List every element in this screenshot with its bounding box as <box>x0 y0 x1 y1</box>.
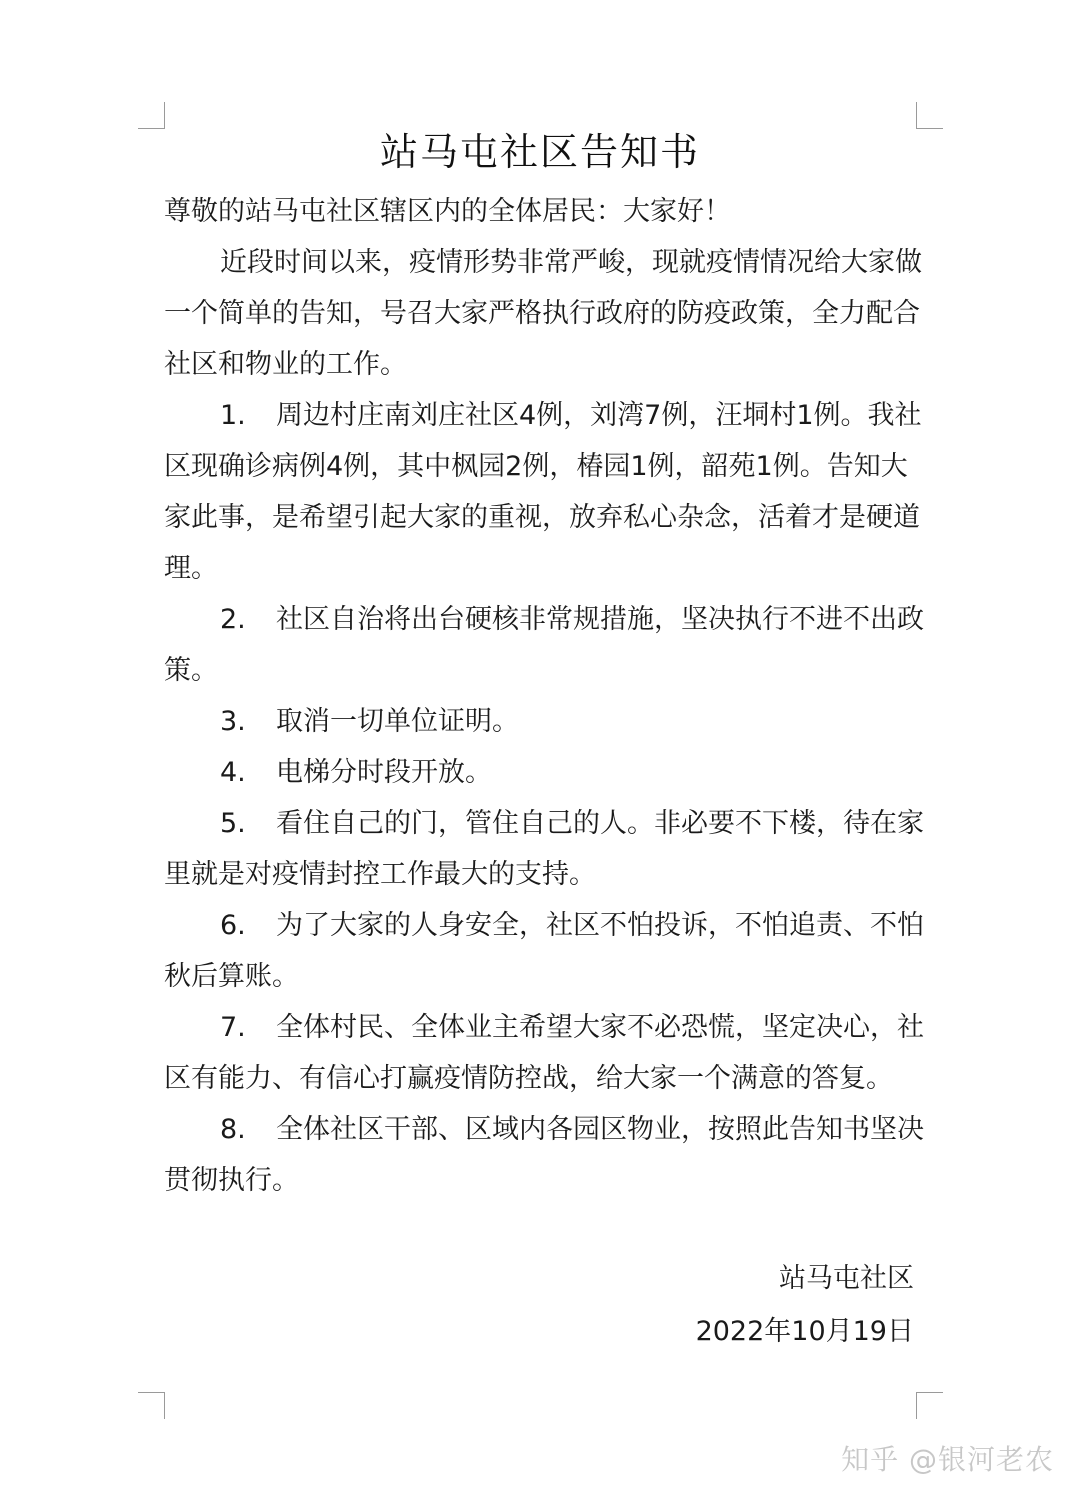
item-text: 电梯分时段开放。 <box>276 757 492 788</box>
item-number: 8. <box>220 1114 246 1145</box>
corner-mark-top-left <box>138 102 165 129</box>
item-number: 7. <box>220 1012 246 1043</box>
corner-mark-bottom-left <box>138 1392 165 1419</box>
document-body <box>164 186 924 1206</box>
list-item-8 <box>164 1104 924 1206</box>
item-text: 全体村民、全体业主希望大家不必恐慌，坚定决心，社区有能力、有信心打赢疫情防控战，给大家一个满意的答复。 <box>164 1012 924 1094</box>
corner-mark-top-right <box>916 102 943 129</box>
item-text: 看住自己的门，管住自己的人。非必要不下楼，待在家里就是对疫情封控工作最大的支持。 <box>164 808 924 890</box>
intro-paragraph: 近段时间以来，疫情形势非常严峻，现就疫情情况给大家做一个简单的告知，号召大家严格执行政府的防疫政策，全力配合社区和物业的工作。 <box>164 247 922 380</box>
item-text: 取消一切单位证明。 <box>276 706 519 737</box>
zhihu-watermark: 知乎 @银河老农 <box>841 1443 1054 1476</box>
list-item-3 <box>164 696 924 747</box>
list-item-1 <box>164 390 924 594</box>
item-number: 4. <box>220 757 246 788</box>
item-number: 2. <box>220 604 246 635</box>
list-item-4 <box>164 747 924 798</box>
signature-date: 2022年10月19日 <box>695 1316 914 1347</box>
list-item-6 <box>164 900 924 1002</box>
item-number: 5. <box>220 808 246 839</box>
item-number: 3. <box>220 706 246 737</box>
item-number: 1. <box>220 400 246 431</box>
list-item-7 <box>164 1002 924 1104</box>
item-text: 为了大家的人身安全，社区不怕投诉，不怕追责、不怕秋后算账。 <box>164 910 924 992</box>
item-number: 6. <box>220 910 246 941</box>
signature-name: 站马屯社区 <box>779 1263 914 1294</box>
list-item-5 <box>164 798 924 900</box>
document-title: 站马屯社区告知书 <box>379 130 700 174</box>
item-text: 周边村庄南刘庄社区4例，刘湾7例，汪垌村1例。我社区现确诊病例4例，其中枫园2例，椿园1例，韶苑1例。告知大家此事，是希望引起大家的重视，放弃私心杂念，活着才是硬道理。 <box>164 400 922 584</box>
item-text: 社区自治将出台硬核非常规措施，坚决执行不进不出政策。 <box>164 604 924 686</box>
item-text: 全体社区干部、区域内各园区物业，按照此告知书坚决贯彻执行。 <box>164 1114 924 1196</box>
list-item-2 <box>164 594 924 696</box>
corner-mark-bottom-right <box>916 1392 943 1419</box>
greeting: 尊敬的站马屯社区辖区内的全体居民：大家好！ <box>164 196 731 227</box>
signature-block <box>696 1252 914 1358</box>
